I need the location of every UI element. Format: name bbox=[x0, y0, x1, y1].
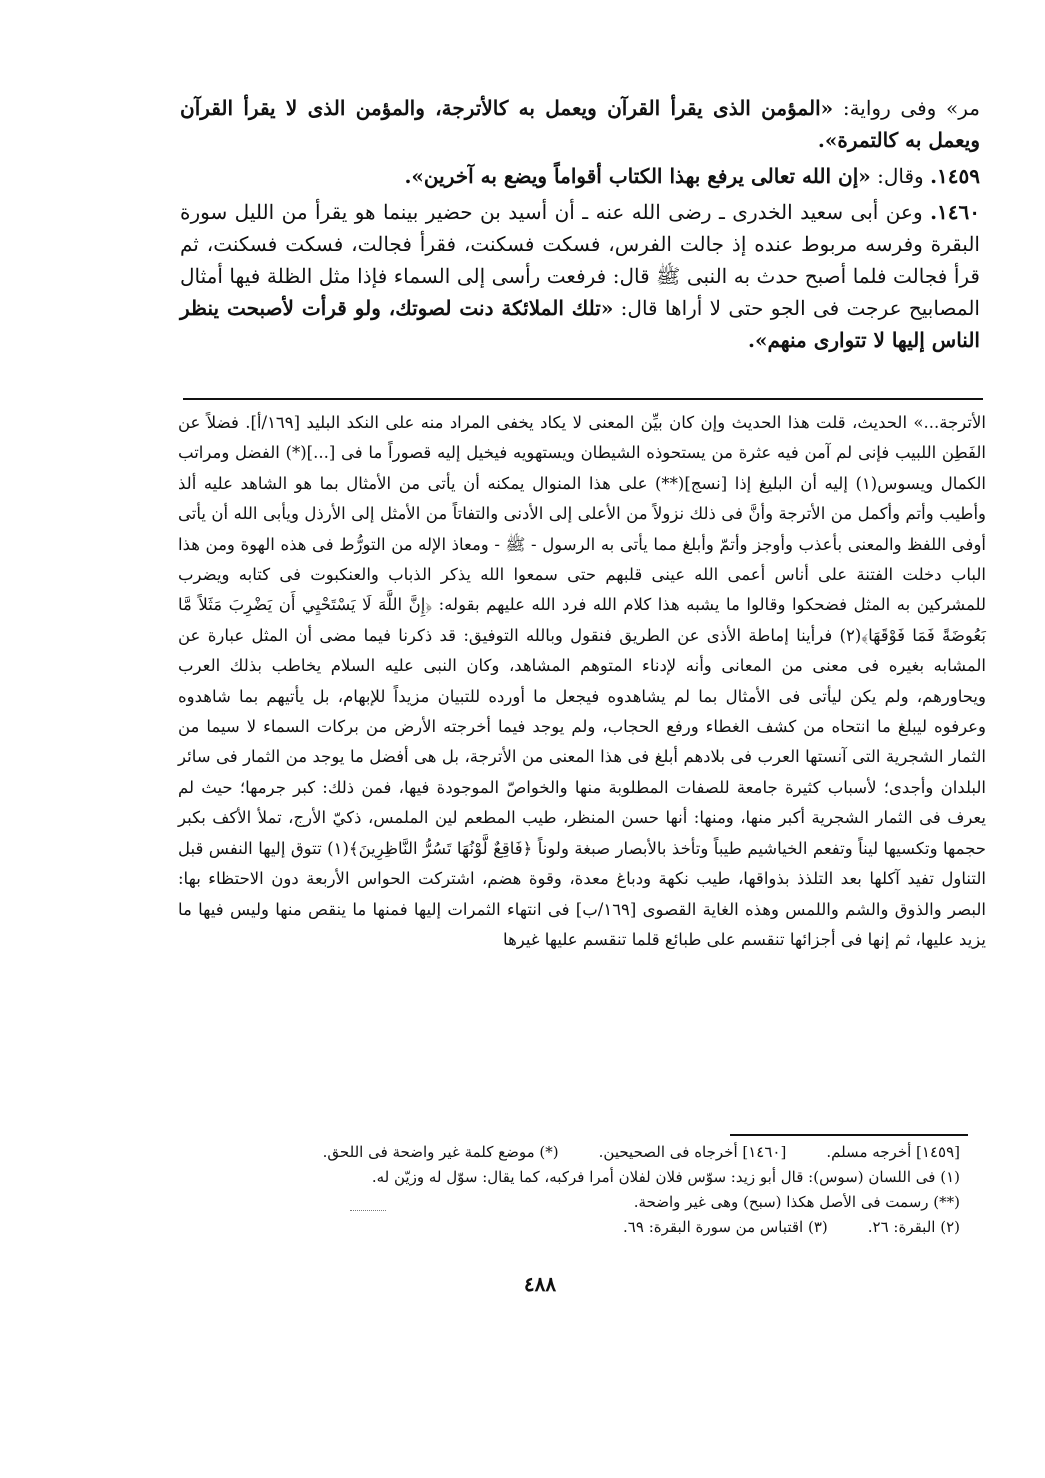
hadith-quote: «المؤمن الذى يقرأ القرآن ويعمل به كالأترجة، والمؤمن الذى لا يقرأ القرآن ويعمل به كالتمرة». bbox=[180, 96, 980, 152]
hadith-number: ١٤٦٠. bbox=[930, 200, 980, 224]
hadith-number: ١٤٥٩. bbox=[930, 164, 980, 188]
scan-speck bbox=[350, 1210, 386, 1211]
hadith-quote: «إن الله تعالى يرفع بهذا الكتاب أقواماً ويضع به آخرين». bbox=[404, 164, 871, 188]
main-text bbox=[180, 92, 980, 360]
hadith-narration: وعن أبى سعيد الخدرى ـ رضى الله عنه ـ أن أسيد بن حضير بينما هو يقرأ من الليل سورة البقرة وفرسه مربوط عنده إذ جالت الفرس، فسكت فسكنت، فقرأ فجالت، فسكت فسكنت، ثم قرأ فجالت فلما أصبح حدث به النبى ﷺ قال: فرفعت رأسى إلى السماء فإذا مثل الظلة فيها أمثال المصابيح عرجت فى الجو حتى لا أراها قال: bbox=[180, 200, 980, 320]
footnote-star: (*) موضع كلمة غير واضحة فى اللحق. bbox=[322, 1143, 559, 1161]
footnote-1: (١) فى اللسان (سوس): قال أبو زيد: سوّس فلان لفلان أمرا فركبه، كما يقال: سوّل له وزيّن له. bbox=[371, 1168, 960, 1186]
page-number: ٤٨٨ bbox=[523, 1272, 557, 1296]
footnotes bbox=[300, 1140, 960, 1240]
footnote-2: (٢) البقرة: ٢٦. bbox=[867, 1218, 960, 1236]
footnote-double-star: (**) رسمت فى الأصل هكذا (سبح) وهى غير واضحة. bbox=[633, 1193, 960, 1211]
hadith-paragraph-1460 bbox=[180, 196, 980, 356]
hadith-lead: مر» وفى رواية: bbox=[833, 96, 981, 120]
hadith-paragraph-1459 bbox=[180, 160, 980, 192]
hadith-quote: «تلك الملائكة دنت لصوتك، ولو قرأت لأصبحت ينظر الناس إليها لا تتوارى منهم». bbox=[180, 296, 980, 352]
separator-rule bbox=[183, 398, 983, 400]
footnote-row bbox=[300, 1215, 960, 1240]
footnote-row bbox=[300, 1140, 960, 1165]
footnote-separator bbox=[730, 1134, 968, 1136]
hadith-lead: وقال: bbox=[870, 164, 931, 188]
footnote-1460: [١٤٦٠] أخرجاه فى الصحيحين. bbox=[598, 1143, 787, 1161]
hadith-paragraph-1 bbox=[180, 92, 980, 156]
commentary-text bbox=[178, 408, 986, 955]
footnote-3: (٣) اقتباس من سورة البقرة: ٦٩. bbox=[623, 1218, 828, 1236]
footnote-1459: [١٤٥٩] أخرجه مسلم. bbox=[826, 1143, 960, 1161]
commentary-paragraph: الأترجة...» الحديث، قلت هذا الحديث وإن كان بيِّن المعنى لا يكاد يخفى المراد منه على النكد البليد [١٦٩/أ]. فضلاً عن الفَطِن اللبيب فإنى لم آمن فيه عثرة من يستحوذه الشيطان ويستهويه فيخيل إليه قصوراً ما فى [...](*) الفضل ومراتب الكمال ويسوس(١) إليه أن البليغ إذا [نسج](**) على هذا المنوال يمكنه أن يأتى من الأمثال بما هو الشاهد عليه ألذ وأطيب وأتم وأكمل من الأترجة وأنَّ فى ذلك نزولاً من الأعلى إلى الأدنى والتفاتاً من الأمثل إلى الأرذل ويأبى الله أن يأتى أوفى اللفظ والمعنى بأعذب وأوجز وأتمّ وأبلغ مما يأتى به الرسول - ﷺ - ومعاذ الإله من التورُّط فى هذه الهوة ومن هذا الباب دخلت الفتنة على أناس أعمى الله عينى قلبهم حتى سمعوا الله يذكر الذباب والعنكبوت فى كتابه ويضرب للمشركين به المثل فضحكوا وقالوا ما يشبه هذا كلام الله فرد الله عليهم بقوله: ﴿إِنَّ اللَّهَ لَا يَسْتَحْيِي أَن يَضْرِبَ مَثَلاً مَّا بَعُوضَةً فَمَا فَوْقَهَا﴾(٢) فرأينا إماطة الأذى عن الطريق فنقول وبالله التوفيق: قد ذكرنا فيما مضى أن المثل عبارة عن المشابه بغيره فى معنى من المعانى وأنه لإدناء المتوهم المشاهد، وكان النبى عليه السلام يخاطب بذلك العرب ويحاورهم، ولم يكن ليأتى فى الأمثال بما لم يشاهدوه فيجعل ما أورده للتبيان مزيداً للإبهام، بل يأتيهم بما شاهدوه وعرفوه ليبلغ ما انتحاه من كشف الغطاء ورفع الحجاب، ولم يوجد فيما أخرجته الأرض من بركات السماء لا سيما من الثمار الشجرية التى آنستها العرب فى بلادهم أبلغ فى هذا المعنى من الأترجة، بل هى أفضل ما يوجد من الثمار فى سائر البلدان وأجدى؛ لأسباب كثيرة جامعة للصفات المطلوبة منها والخواصّ الموجودة فيها، فمن ذلك: كبر جرمها؛ حيث لم يعرف فى الثمار الشجرية أكبر منها، ومنها: أنها حسن المنظر، طيب المطعم لين الملمس، ذكيّ الأرج، تملأ الأكف بكبر حجمها وتكسيها ليناً وتفعم الخياشيم طيباً وتأخذ بالأبصار صبغة ولوناً ﴿فَاقِعٌ لَّوْنُهَا تَسُرُّ النَّاظِرِينَ﴾(١) تتوق إليها النفس قبل التناول تفيد آكلها بعد التلذذ بذواقها، طيب نكهة ودباغ معدة، وقوة هضم، اشتركت الحواس الأربعة دون الاحتظاء بها: البصر والذوق والشم واللمس وهذه الغاية القصوى [١٦٩/ب] فى انتهاء الثمرات إليها فمنها ما ينقص منها وليس فيها ما يزيد عليها، ثم إنها فى أجزائها تنقسم على طبائع قلما تنقسم عليها غيرها bbox=[178, 413, 987, 949]
